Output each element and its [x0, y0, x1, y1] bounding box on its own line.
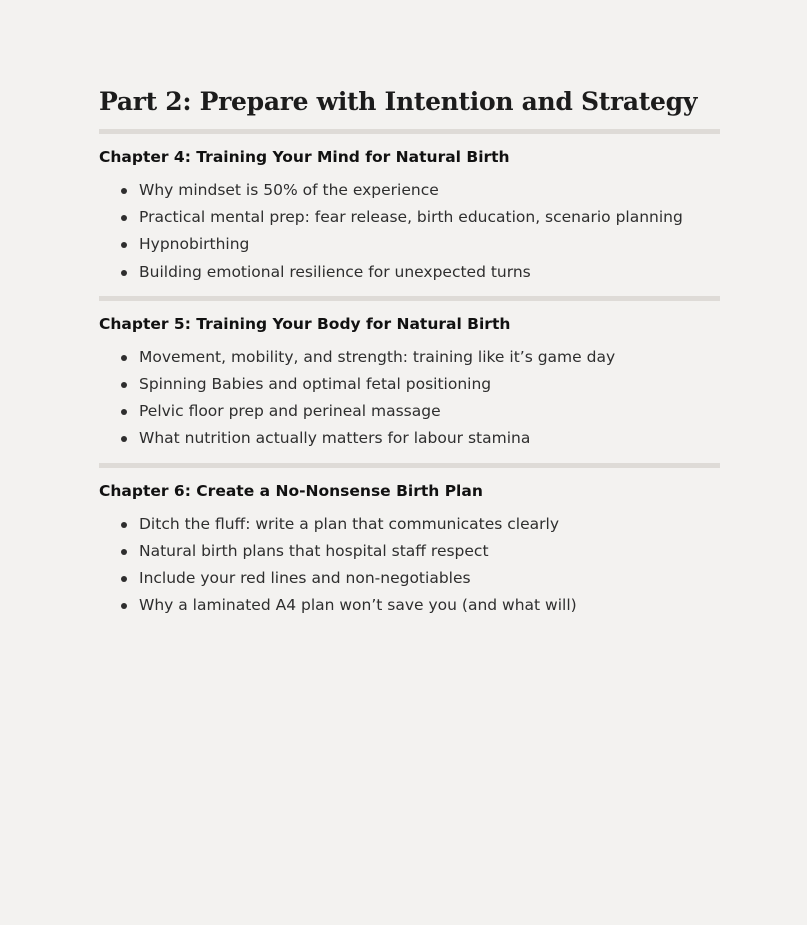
list-item: [99, 371, 720, 398]
bullet-icon: [121, 409, 127, 415]
list-item-text: Spinning Babies and optimal fetal positioning: [139, 375, 492, 394]
chapter-4-list: [99, 177, 720, 286]
list-item-text: Practical mental prep: fear release, birth education, scenario planning: [139, 208, 683, 227]
list-item: [99, 259, 720, 286]
part-title: Part 2: Prepare with Intention and Strategy: [99, 87, 698, 116]
list-item-text: Why a laminated A4 plan won’t save you (and what will): [139, 596, 577, 615]
chapter-4-section: [99, 134, 720, 286]
list-item: [99, 425, 720, 452]
document-page: [99, 84, 720, 619]
bullet-icon: [121, 549, 127, 555]
chapter-title: Chapter 4: Training Your Mind for Natural Birth: [99, 148, 510, 166]
list-item: [99, 511, 720, 538]
chapter-title: Chapter 6: Create a No-Nonsense Birth Plan: [99, 481, 483, 500]
bullet-icon: [121, 215, 127, 221]
list-item: [99, 204, 720, 231]
bullet-icon: [121, 270, 127, 276]
list-item-text: Include your red lines and non-negotiables: [139, 569, 471, 588]
list-item: [99, 592, 720, 619]
list-item: [99, 538, 720, 565]
list-item: [99, 177, 720, 204]
list-item-text: Why mindset is 50% of the experience: [139, 181, 439, 199]
bullet-icon: [121, 382, 127, 388]
list-item-text: Natural birth plans that hospital staff respect: [139, 541, 489, 560]
bullet-icon: [121, 188, 127, 194]
bullet-icon: [121, 242, 127, 248]
chapter-6-section: [99, 468, 720, 620]
bullet-icon: [121, 576, 127, 582]
list-item-text: What nutrition actually matters for labour stamina: [139, 429, 531, 448]
bullet-icon: [121, 603, 127, 609]
list-item-text: Pelvic floor prep and perineal massage: [139, 402, 441, 421]
chapter-6-list: [99, 511, 720, 620]
list-item-text: Ditch the fluff: write a plan that communicates clearly: [139, 514, 559, 533]
list-item: [99, 565, 720, 592]
bullet-icon: [121, 355, 127, 361]
chapter-5-section: [99, 301, 720, 453]
list-item: [99, 398, 720, 425]
list-item: [99, 344, 720, 371]
list-item-text: Movement, mobility, and strength: training like it’s game day: [139, 347, 616, 366]
bullet-icon: [121, 436, 127, 442]
list-item: [99, 231, 720, 258]
list-item-text: Hypnobirthing: [139, 235, 250, 254]
chapter-5-list: [99, 344, 720, 453]
chapter-title: Chapter 5: Training Your Body for Natural Birth: [99, 314, 511, 333]
bullet-icon: [121, 522, 127, 528]
list-item-text: Building emotional resilience for unexpected turns: [139, 262, 531, 281]
